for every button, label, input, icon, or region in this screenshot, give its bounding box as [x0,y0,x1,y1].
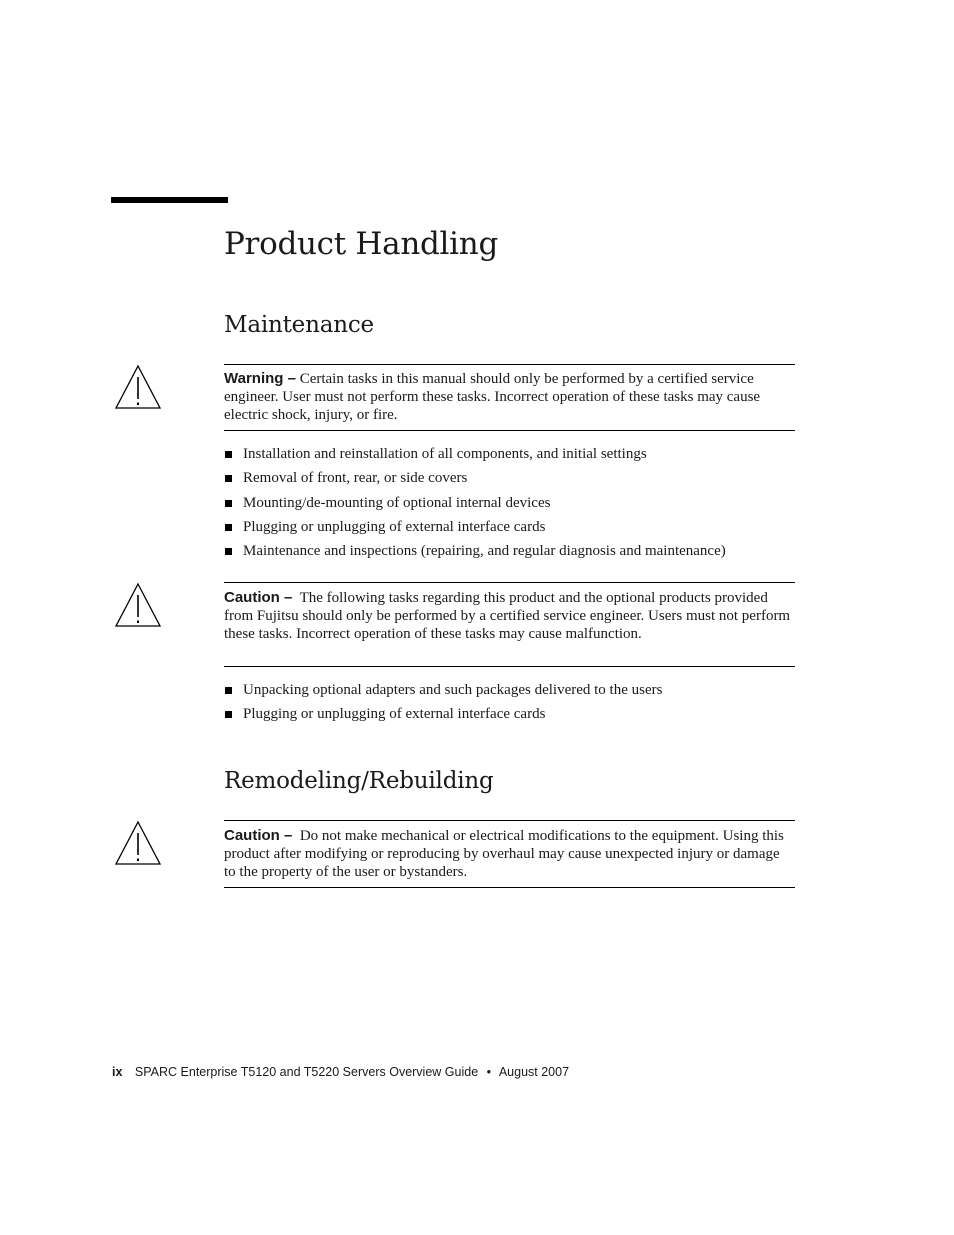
caution-notice [224,582,795,667]
publication-date: August 2007 [498,1065,570,1079]
list-item: Removal of front, rear, or side covers [224,469,726,493]
book-title: SPARC Enterprise T5120 and T5220 Servers Overview Guide [134,1065,479,1079]
list-item: Unpacking optional adapters and such packages delivered to the users [224,681,662,705]
list-item: Plugging or unplugging of external interface cards [224,518,726,542]
caution-label: Caution – [224,827,293,844]
warning-task-list [224,445,726,566]
list-item: Plugging or unplugging of external interface cards [224,705,662,729]
page-title: Product Handling [224,226,498,262]
caution-text: Do not make mechanical or electrical modifications to the equipment. Using this product after modifying or reproducing by overhaul may cause unexpected injury or damage to the property of the user or bystanders. [224,828,784,880]
footer-separator: • [486,1065,492,1079]
page-number: ix [112,1065,123,1079]
list-item: Mounting/de-mounting of optional internal devices [224,494,726,518]
caution-task-list [224,681,662,730]
section-title-remodeling: Remodeling/Rebuilding [224,768,494,794]
list-item: Maintenance and inspections (repairing, and regular diagnosis and maintenance) [224,542,726,566]
remodeling-caution-notice [224,820,795,888]
caution-triangle-icon [114,582,162,628]
section-title-maintenance: Maintenance [224,312,374,338]
list-item: Installation and reinstallation of all components, and initial settings [224,445,726,469]
caution-triangle-icon [114,820,162,866]
warning-text: Certain tasks in this manual should only be performed by a certified service engineer. User must not perform these tasks. Incorrect operation of these tasks may cause electric shock, injury, or fire. [224,371,761,423]
chapter-rule [111,197,228,203]
caution-label: Caution – [224,589,293,606]
page-footer [112,1063,569,1081]
warning-label: Warning – [224,370,296,387]
caution-text: The following tasks regarding this product and the optional products provided from Fujitsu should only be performed by a certified service engineer. Users must not perform these tasks. Incorrect operation of these tasks may cause malfunction. [224,590,791,642]
warning-triangle-icon [114,364,162,410]
warning-notice [224,364,795,431]
